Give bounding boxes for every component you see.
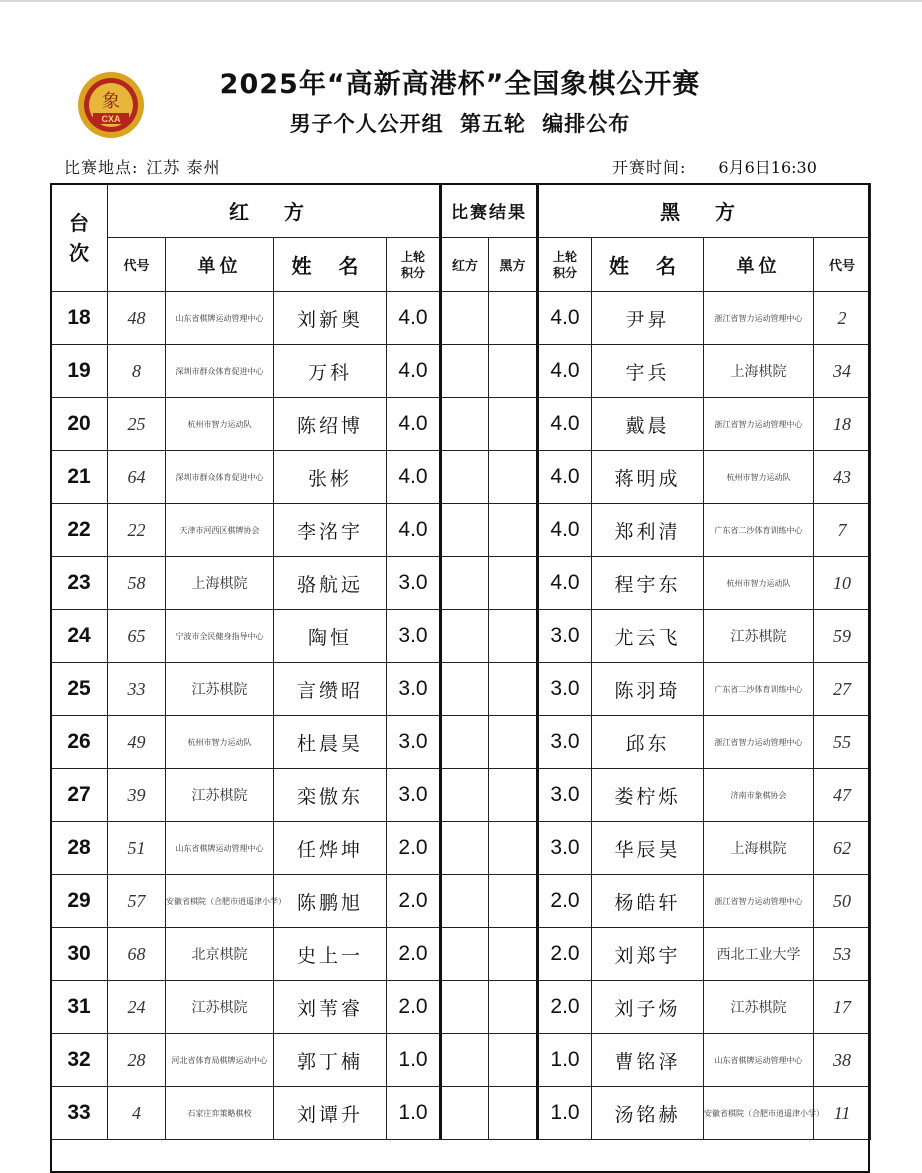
black-code-cell: 34 (814, 345, 871, 398)
table-row (51, 769, 871, 822)
black-name-cell: 宇兵 (592, 345, 704, 398)
red-code-cell: 4 (108, 1087, 166, 1140)
table-row (51, 292, 871, 345)
red-code-cell: 24 (108, 981, 166, 1034)
red-name-cell: 陈绍博 (274, 398, 387, 451)
red-code-cell: 58 (108, 557, 166, 610)
red-name-cell: 骆航远 (274, 557, 387, 610)
table-no-cell: 20 (51, 398, 108, 451)
red-name-cell: 刘苇睿 (274, 981, 387, 1034)
result-black-cell (489, 345, 538, 398)
red-unit-cell: 山东省棋牌运动管理中心 (166, 822, 274, 875)
red-unit-cell: 天津市河西区棋牌协会 (166, 504, 274, 557)
result-red-cell (441, 663, 489, 716)
red-name-cell: 言缵昭 (274, 663, 387, 716)
black-prev-score-cell: 4.0 (538, 451, 592, 504)
black-prev-score-cell: 4.0 (538, 504, 592, 557)
header-red-name: 姓 名 (274, 238, 387, 292)
table-row (51, 610, 871, 663)
red-prev-score-cell: 2.0 (387, 875, 441, 928)
logo-character: 象 (102, 91, 120, 112)
black-name-cell: 邱东 (592, 716, 704, 769)
black-prev-score-cell: 4.0 (538, 345, 592, 398)
table-no-cell: 18 (51, 292, 108, 345)
black-name-cell: 尤云飞 (592, 610, 704, 663)
cxa-logo-icon (77, 71, 145, 139)
red-code-cell: 48 (108, 292, 166, 345)
red-code-cell: 25 (108, 398, 166, 451)
table-no-cell: 26 (51, 716, 108, 769)
table-no-cell: 31 (51, 981, 108, 1034)
red-code-cell: 33 (108, 663, 166, 716)
black-unit-cell: 山东省棋牌运动管理中心 (704, 1034, 814, 1087)
black-unit-cell: 浙江省智力运动管理中心 (704, 398, 814, 451)
red-code-cell: 65 (108, 610, 166, 663)
red-unit-cell: 山东省棋牌运动管理中心 (166, 292, 274, 345)
header-red-side: 红 方 (108, 184, 441, 238)
red-name-cell: 杜晨昊 (274, 716, 387, 769)
table-row (51, 822, 871, 875)
red-unit-cell: 宁波市全民健身指导中心 (166, 610, 274, 663)
table-row (51, 981, 871, 1034)
start-label: 开赛时间: (612, 158, 687, 177)
table-row (51, 1034, 871, 1087)
red-code-cell: 57 (108, 875, 166, 928)
venue-label: 比赛地点: (64, 158, 139, 177)
result-black-cell (489, 769, 538, 822)
red-prev-score-cell: 2.0 (387, 981, 441, 1034)
red-code-cell: 39 (108, 769, 166, 822)
black-name-cell: 尹昇 (592, 292, 704, 345)
black-prev-score-cell: 1.0 (538, 1034, 592, 1087)
result-red-cell (441, 716, 489, 769)
black-code-cell: 62 (814, 822, 871, 875)
red-unit-cell: 杭州市智力运动队 (166, 716, 274, 769)
result-red-cell (441, 1034, 489, 1087)
black-code-cell: 50 (814, 875, 871, 928)
red-name-cell: 栾傲东 (274, 769, 387, 822)
black-unit-cell: 西北工业大学 (704, 928, 814, 981)
black-code-cell: 43 (814, 451, 871, 504)
result-red-cell (441, 292, 489, 345)
result-black-cell (489, 822, 538, 875)
black-unit-cell: 济南市象棋协会 (704, 769, 814, 822)
header-red-prev-score (387, 238, 441, 292)
header-result-black: 黑方 (489, 238, 538, 292)
red-prev-score-cell: 3.0 (387, 663, 441, 716)
page-subtitle: 男子个人公开组 第五轮 编排公布 (289, 112, 631, 136)
black-name-cell: 陈羽琦 (592, 663, 704, 716)
top-border-line (0, 0, 922, 2)
black-unit-cell: 浙江省智力运动管理中心 (704, 716, 814, 769)
result-black-cell (489, 610, 538, 663)
red-code-cell: 22 (108, 504, 166, 557)
table-no-cell: 33 (51, 1087, 108, 1140)
table-no-cell: 19 (51, 345, 108, 398)
black-name-cell: 华辰昊 (592, 822, 704, 875)
red-code-cell: 68 (108, 928, 166, 981)
result-red-cell (441, 875, 489, 928)
header-black-unit: 单位 (704, 238, 814, 292)
header-black-prev-score (538, 238, 592, 292)
header-black-prev-top: 上轮 (553, 249, 578, 264)
black-code-cell: 10 (814, 557, 871, 610)
page-title: 2025年“高新高港杯”全国象棋公开赛 (219, 69, 701, 100)
red-prev-score-cell: 4.0 (387, 292, 441, 345)
red-name-cell: 任烨坤 (274, 822, 387, 875)
result-red-cell (441, 398, 489, 451)
pairing-table (50, 183, 870, 1173)
start-time-line (612, 155, 817, 178)
red-code-cell: 64 (108, 451, 166, 504)
black-prev-score-cell: 3.0 (538, 663, 592, 716)
result-red-cell (441, 769, 489, 822)
result-red-cell (441, 504, 489, 557)
table-row (51, 504, 871, 557)
logo-abbrev: CXA (101, 114, 121, 124)
result-black-cell (489, 1087, 538, 1140)
black-name-cell: 程宇东 (592, 557, 704, 610)
black-code-cell: 53 (814, 928, 871, 981)
result-black-cell (489, 663, 538, 716)
result-red-cell (441, 557, 489, 610)
black-name-cell: 郑利清 (592, 504, 704, 557)
table-no-cell: 30 (51, 928, 108, 981)
header-black-prev-bottom: 积分 (553, 265, 578, 280)
red-prev-score-cell: 3.0 (387, 716, 441, 769)
header-red-unit: 单位 (166, 238, 274, 292)
red-prev-score-cell: 3.0 (387, 769, 441, 822)
table-row (51, 398, 871, 451)
header-black-side: 黑 方 (538, 184, 871, 238)
red-unit-cell: 江苏棋院 (166, 981, 274, 1034)
black-name-cell: 杨皓轩 (592, 875, 704, 928)
red-prev-score-cell: 2.0 (387, 822, 441, 875)
black-name-cell: 娄柠烁 (592, 769, 704, 822)
result-black-cell (489, 504, 538, 557)
black-code-cell: 18 (814, 398, 871, 451)
table-row (51, 451, 871, 504)
red-prev-score-cell: 3.0 (387, 557, 441, 610)
black-unit-cell: 广东省二沙体育训练中心 (704, 663, 814, 716)
result-red-cell (441, 981, 489, 1034)
table-row (51, 875, 871, 928)
header-black-name: 姓 名 (592, 238, 704, 292)
red-unit-cell: 深圳市群众体育促进中心 (166, 345, 274, 398)
header-red-prev-top: 上轮 (401, 249, 426, 264)
table-no-cell: 25 (51, 663, 108, 716)
red-unit-cell: 深圳市群众体育促进中心 (166, 451, 274, 504)
red-code-cell: 51 (108, 822, 166, 875)
black-unit-cell: 广东省二沙体育训练中心 (704, 504, 814, 557)
black-prev-score-cell: 2.0 (538, 875, 592, 928)
black-unit-cell: 江苏棋院 (704, 981, 814, 1034)
table-row (51, 1087, 871, 1140)
black-unit-cell: 上海棋院 (704, 822, 814, 875)
red-unit-cell: 江苏棋院 (166, 769, 274, 822)
red-name-cell: 郭丁楠 (274, 1034, 387, 1087)
black-prev-score-cell: 3.0 (538, 769, 592, 822)
result-black-cell (489, 875, 538, 928)
table-row (51, 716, 871, 769)
red-name-cell: 万科 (274, 345, 387, 398)
result-black-cell (489, 557, 538, 610)
red-prev-score-cell: 1.0 (387, 1034, 441, 1087)
table-row (51, 557, 871, 610)
black-name-cell: 汤铭赫 (592, 1087, 704, 1140)
header-red-prev-bottom: 积分 (401, 265, 426, 280)
red-prev-score-cell: 2.0 (387, 928, 441, 981)
table-no-cell: 24 (51, 610, 108, 663)
venue-line (64, 155, 221, 178)
black-prev-score-cell: 4.0 (538, 292, 592, 345)
table-no-cell: 32 (51, 1034, 108, 1087)
table-row (51, 928, 871, 981)
black-name-cell: 蒋明成 (592, 451, 704, 504)
black-name-cell: 戴晨 (592, 398, 704, 451)
result-black-cell (489, 981, 538, 1034)
black-unit-cell: 杭州市智力运动队 (704, 451, 814, 504)
result-black-cell (489, 398, 538, 451)
black-unit-cell: 浙江省智力运动管理中心 (704, 875, 814, 928)
red-prev-score-cell: 4.0 (387, 345, 441, 398)
black-code-cell: 59 (814, 610, 871, 663)
black-unit-cell: 浙江省智力运动管理中心 (704, 292, 814, 345)
table-no-cell: 22 (51, 504, 108, 557)
black-code-cell: 11 (814, 1087, 871, 1140)
red-name-cell: 刘新奥 (274, 292, 387, 345)
black-code-cell: 27 (814, 663, 871, 716)
red-unit-cell: 杭州市智力运动队 (166, 398, 274, 451)
red-name-cell: 陈鹏旭 (274, 875, 387, 928)
table-no-cell: 21 (51, 451, 108, 504)
header-table-no-top: 台 (69, 210, 89, 235)
result-red-cell (441, 451, 489, 504)
venue-value: 江苏 泰州 (146, 158, 221, 177)
red-unit-cell: 上海棋院 (166, 557, 274, 610)
red-prev-score-cell: 4.0 (387, 451, 441, 504)
red-name-cell: 陶恒 (274, 610, 387, 663)
red-unit-cell: 北京棋院 (166, 928, 274, 981)
result-black-cell (489, 292, 538, 345)
table-no-cell: 23 (51, 557, 108, 610)
result-black-cell (489, 451, 538, 504)
red-code-cell: 8 (108, 345, 166, 398)
result-black-cell (489, 928, 538, 981)
black-unit-cell: 江苏棋院 (704, 610, 814, 663)
black-name-cell: 刘郑宇 (592, 928, 704, 981)
table-row (51, 663, 871, 716)
result-black-cell (489, 716, 538, 769)
header-black-code: 代号 (814, 238, 871, 292)
red-name-cell: 李洺宇 (274, 504, 387, 557)
header-red-code: 代号 (108, 238, 166, 292)
black-prev-score-cell: 3.0 (538, 822, 592, 875)
red-prev-score-cell: 1.0 (387, 1087, 441, 1140)
black-name-cell: 曹铭泽 (592, 1034, 704, 1087)
black-name-cell: 刘子炀 (592, 981, 704, 1034)
result-red-cell (441, 1087, 489, 1140)
black-code-cell: 38 (814, 1034, 871, 1087)
red-prev-score-cell: 3.0 (387, 610, 441, 663)
header-result: 比赛结果 (441, 184, 538, 238)
red-unit-cell: 河北省体育局棋牌运动中心 (166, 1034, 274, 1087)
table-no-cell: 27 (51, 769, 108, 822)
black-prev-score-cell: 1.0 (538, 1087, 592, 1140)
header-table-no (51, 184, 108, 292)
black-unit-cell: 上海棋院 (704, 345, 814, 398)
black-prev-score-cell: 4.0 (538, 398, 592, 451)
red-prev-score-cell: 4.0 (387, 398, 441, 451)
black-prev-score-cell: 3.0 (538, 610, 592, 663)
red-code-cell: 49 (108, 716, 166, 769)
red-unit-cell: 安徽省棋院（合肥市逍遥津小学） (166, 875, 274, 928)
red-name-cell: 张彬 (274, 451, 387, 504)
black-code-cell: 7 (814, 504, 871, 557)
start-value: 6月6日16:30 (718, 158, 817, 177)
result-red-cell (441, 928, 489, 981)
table-no-cell: 28 (51, 822, 108, 875)
red-unit-cell: 石家庄弈策略棋校 (166, 1087, 274, 1140)
black-code-cell: 17 (814, 981, 871, 1034)
black-prev-score-cell: 3.0 (538, 716, 592, 769)
result-red-cell (441, 345, 489, 398)
black-unit-cell: 安徽省棋院（合肥市逍遥津小学） (704, 1087, 814, 1140)
result-red-cell (441, 822, 489, 875)
black-code-cell: 47 (814, 769, 871, 822)
red-prev-score-cell: 4.0 (387, 504, 441, 557)
red-name-cell: 史上一 (274, 928, 387, 981)
table-row (51, 345, 871, 398)
header-table-no-bottom: 次 (69, 240, 89, 265)
black-code-cell: 55 (814, 716, 871, 769)
black-prev-score-cell: 2.0 (538, 928, 592, 981)
result-red-cell (441, 610, 489, 663)
header-result-red: 红方 (441, 238, 489, 292)
black-prev-score-cell: 4.0 (538, 557, 592, 610)
result-black-cell (489, 1034, 538, 1087)
red-code-cell: 28 (108, 1034, 166, 1087)
black-code-cell: 2 (814, 292, 871, 345)
table-no-cell: 29 (51, 875, 108, 928)
black-unit-cell: 杭州市智力运动队 (704, 557, 814, 610)
red-unit-cell: 江苏棋院 (166, 663, 274, 716)
black-prev-score-cell: 2.0 (538, 981, 592, 1034)
red-name-cell: 刘谭升 (274, 1087, 387, 1140)
